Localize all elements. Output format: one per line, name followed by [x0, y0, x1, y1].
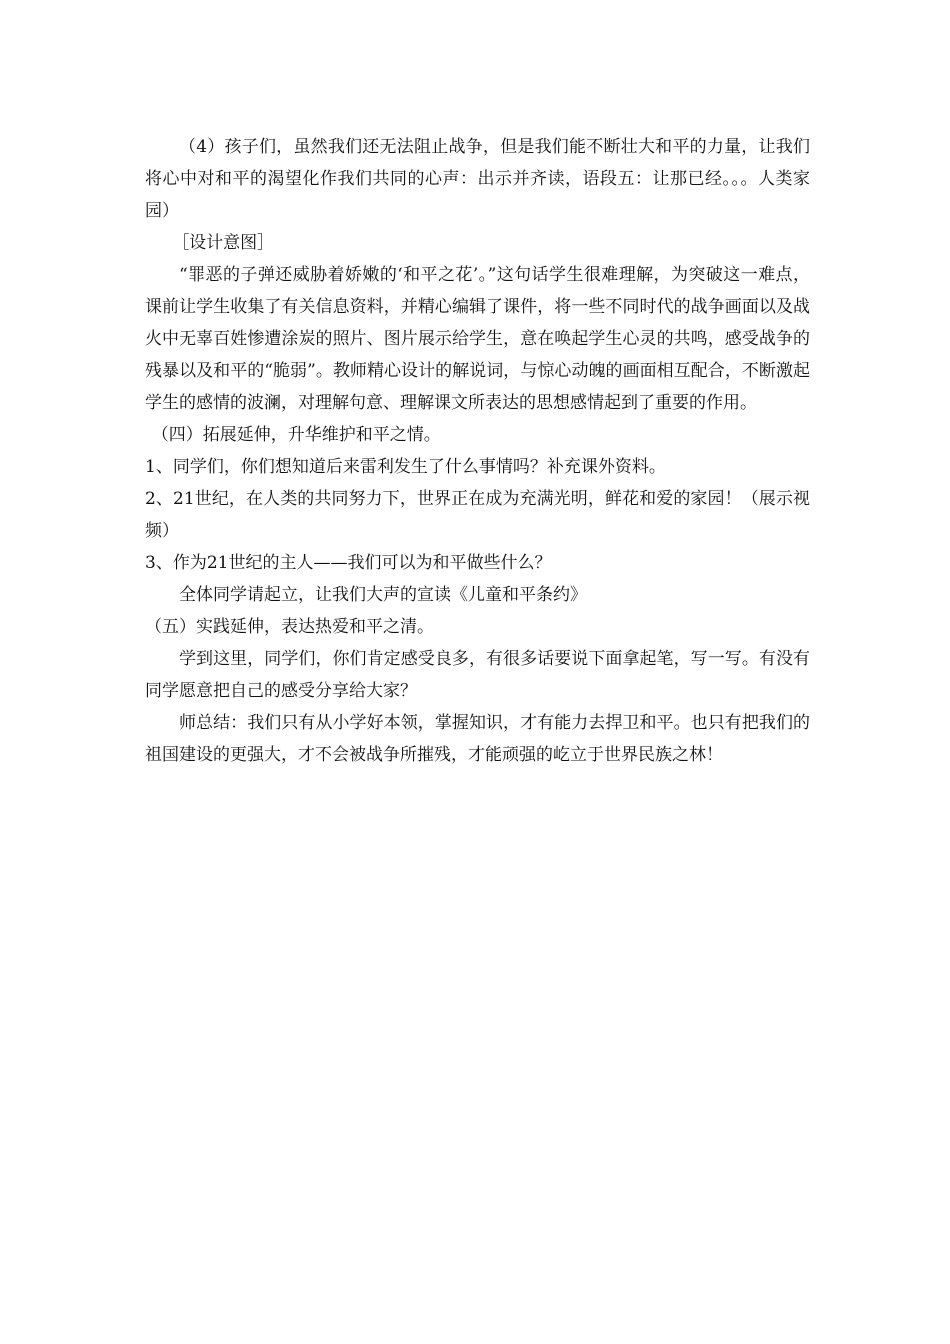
section-five-heading: （五）实践延伸，表达热爱和平之清。 [145, 617, 434, 637]
paragraph-step-4: （4）孩子们，虽然我们还无法阻止战争，但是我们能不断壮大和平的力量，让我们将心中对和平的渴望化作我们共同的心声：出示并齐读，语段五：让那已经。。。人类家园） [145, 137, 810, 221]
document-body [145, 131, 810, 771]
teacher-summary-paragraph: 师总结：我们只有从小学好本领，掌握知识，才有能力去捍卫和平。也只有把我们的祖国建设的更强大，才不会被战争所摧残，才能顽强的屹立于世界民族之林！ [145, 713, 810, 765]
pledge-line: 全体同学请起立，让我们大声的宣读《儿童和平条约》 [179, 585, 587, 605]
writing-prompt-paragraph: 学到这里，同学们，你们肯定感受良多，有很多话要说下面拿起笔，写一写。有没有同学愿意把自己的感受分享给大家？ [145, 649, 810, 701]
design-intent-heading: ［设计意图］ [172, 233, 275, 253]
item-2: 2、21世纪，在人类的共同努力下，世界正在成为充满光明，鲜花和爱的家园！（展示视频） [145, 489, 810, 541]
design-intent-paragraph: “罪恶的子弹还威胁着娇嫩的‘和平之花’。”这句话学生很难理解，为突破这一难点，课前让学生收集了有关信息资料，并精心编辑了课件，将一些不同时代的战争画面以及战火中无辜百姓惨遭涂炭的照片、图片展示给学生，意在唤起学生心灵的共鸣，感受战争的残暴以及和平的“脆弱”。教师精心设计的解说词，与惊心动魄的画面相互配合，不断激起学生的感情的波澜，对理解句意、理解课文所表达的思想感情起到了重要的作用。 [145, 265, 810, 413]
item-1: 1、同学们，你们想知道后来雷利发生了什么事情吗？补充课外资料。 [145, 457, 666, 477]
section-four-heading: （四）拓展延伸，升华维护和平之情。 [151, 425, 441, 445]
item-3: 3、作为21世纪的主人——我们可以为和平做些什么？ [145, 553, 552, 573]
